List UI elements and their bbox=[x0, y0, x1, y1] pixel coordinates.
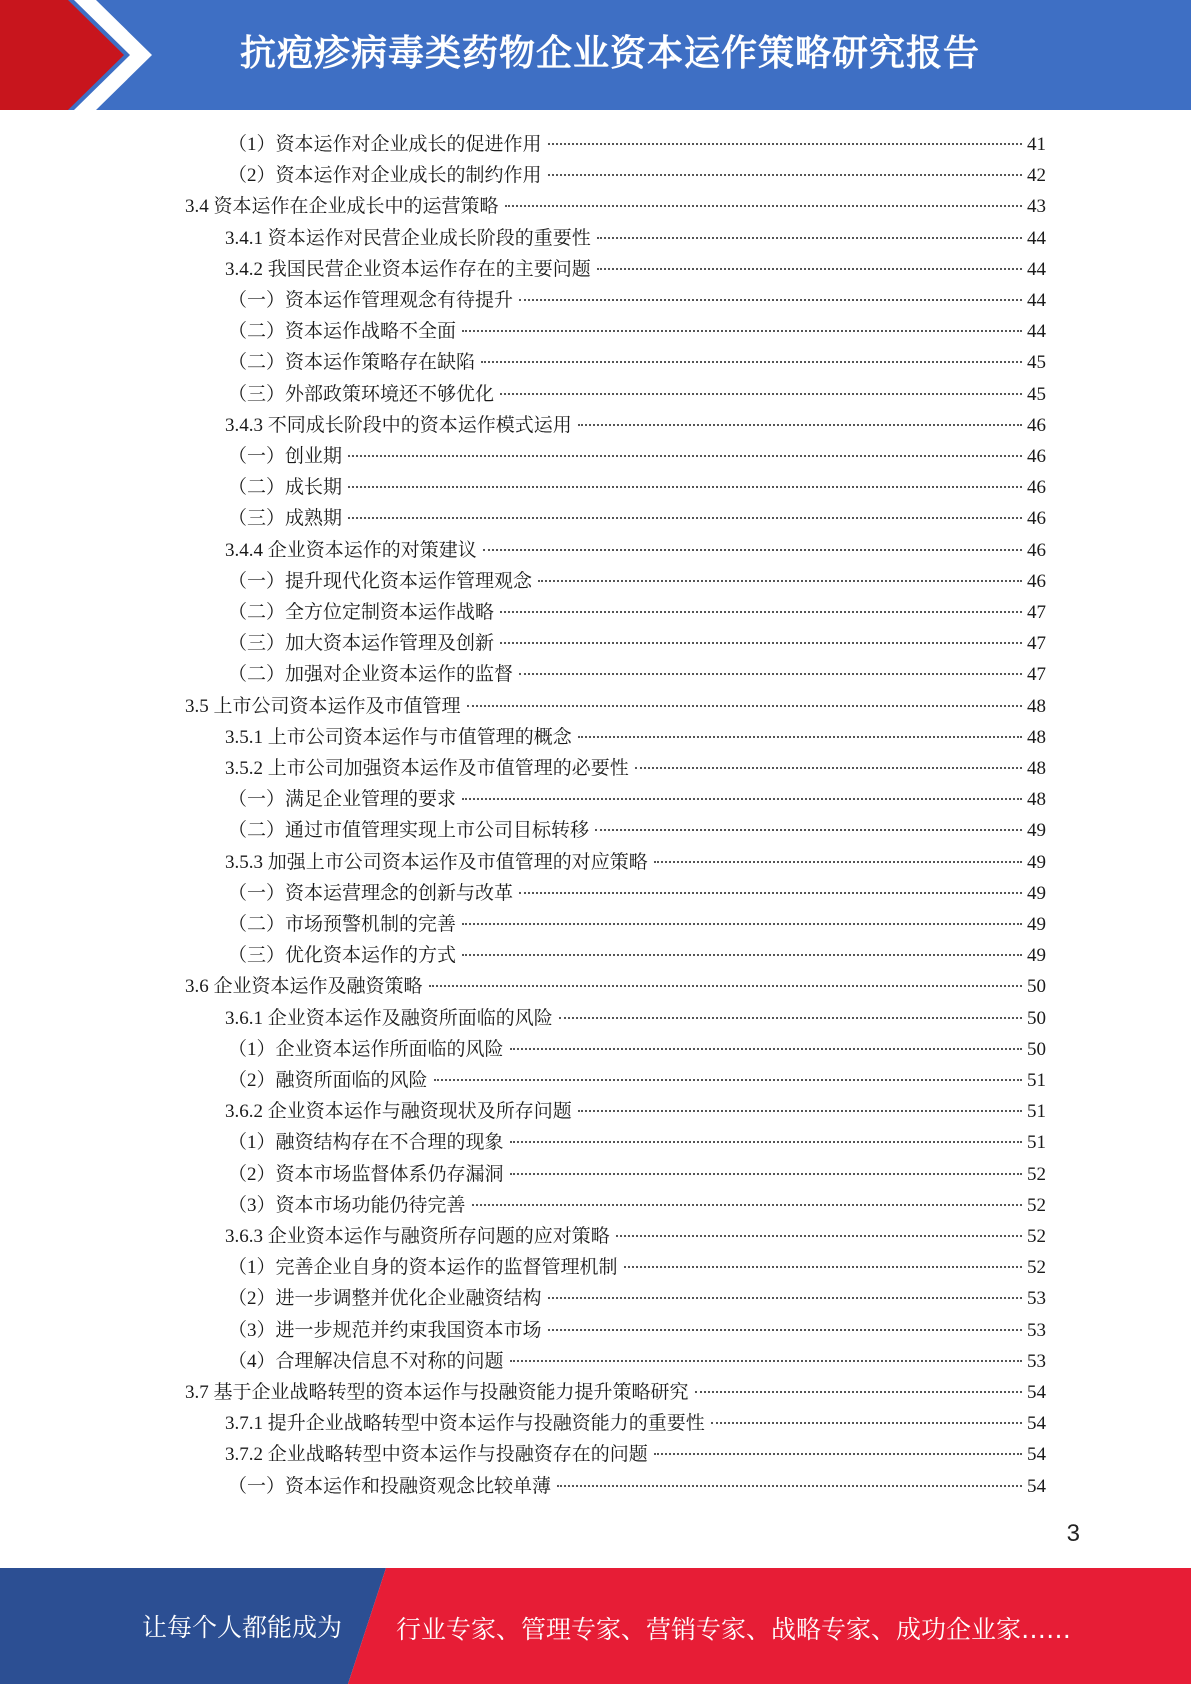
toc-entry-label: 3.5.1 上市公司资本运作与市值管理的概念 bbox=[225, 727, 572, 748]
toc-entry[interactable] bbox=[228, 597, 1046, 628]
toc-entry-label: 3.7 基于企业战略转型的资本运作与投融资能力提升策略研究 bbox=[185, 1382, 689, 1403]
toc-entry-page: 52 bbox=[1027, 1195, 1046, 1216]
toc-entry-label: （一）提升现代化资本运作管理观念 bbox=[228, 571, 533, 592]
report-title: 抗疱疹病毒类药物企业资本运作策略研究报告 bbox=[240, 33, 981, 74]
toc-entry-label: （2）融资所面临的风险 bbox=[228, 1070, 428, 1091]
toc-entry-page: 53 bbox=[1027, 1288, 1046, 1309]
toc-entry-page: 51 bbox=[1027, 1070, 1046, 1091]
toc-entry[interactable] bbox=[225, 535, 1046, 566]
toc-entry[interactable] bbox=[185, 691, 1046, 722]
toc-entry-label: （二）资本运作策略存在缺陷 bbox=[228, 352, 476, 373]
toc-entry[interactable] bbox=[228, 1283, 1046, 1314]
toc-dot-leader bbox=[578, 1110, 1022, 1112]
toc-entry-page: 52 bbox=[1027, 1164, 1046, 1185]
toc-entry[interactable] bbox=[228, 878, 1046, 909]
toc-dot-leader bbox=[483, 549, 1022, 551]
toc-entry-label: （2）进一步调整并优化企业融资结构 bbox=[228, 1288, 542, 1309]
toc-dot-leader bbox=[548, 174, 1022, 176]
toc-entry-label: 3.4 资本运作在企业成长中的运营策略 bbox=[185, 196, 499, 217]
toc-entry-page: 46 bbox=[1027, 571, 1046, 592]
toc-dot-leader bbox=[348, 517, 1022, 519]
toc-dot-leader bbox=[500, 642, 1022, 644]
toc-entry[interactable] bbox=[228, 1127, 1046, 1158]
toc-entry-label: （4）合理解决信息不对称的问题 bbox=[228, 1351, 504, 1372]
toc-entry-label: 3.4.2 我国民营企业资本运作存在的主要问题 bbox=[225, 259, 591, 280]
toc-dot-leader bbox=[654, 861, 1022, 863]
toc-entry[interactable] bbox=[228, 1190, 1046, 1221]
toc-entry-label: （2）资本市场监督体系仍存漏洞 bbox=[228, 1164, 504, 1185]
toc-entry[interactable] bbox=[225, 254, 1046, 285]
toc-entry-page: 44 bbox=[1027, 290, 1046, 311]
toc-entry-label: （三）外部政策环境还不够优化 bbox=[228, 384, 495, 405]
toc-entry[interactable] bbox=[228, 1315, 1046, 1346]
toc-entry-label: （三）加大资本运作管理及创新 bbox=[228, 633, 495, 654]
toc-dot-leader bbox=[348, 455, 1022, 457]
toc-entry-page: 44 bbox=[1027, 259, 1046, 280]
toc-entry-page: 53 bbox=[1027, 1320, 1046, 1341]
toc-entry[interactable] bbox=[228, 1065, 1046, 1096]
toc-dot-leader bbox=[548, 1297, 1022, 1299]
toc-entry-page: 49 bbox=[1027, 945, 1046, 966]
toc-entry-label: （一）资本运作和投融资观念比较单薄 bbox=[228, 1476, 552, 1497]
toc-entry[interactable] bbox=[228, 659, 1046, 690]
toc-entry-label: 3.6.1 企业资本运作及融资所面临的风险 bbox=[225, 1008, 553, 1029]
toc-entry[interactable] bbox=[228, 285, 1046, 316]
toc-dot-leader bbox=[559, 1017, 1022, 1019]
toc-entry-page: 54 bbox=[1027, 1413, 1046, 1434]
toc-entry[interactable] bbox=[225, 410, 1046, 441]
toc-entry[interactable] bbox=[225, 1221, 1046, 1252]
toc-entry[interactable] bbox=[225, 1003, 1046, 1034]
toc-dot-leader bbox=[434, 1079, 1022, 1081]
toc-entry-label: （3）资本市场功能仍待完善 bbox=[228, 1195, 466, 1216]
toc-entry-page: 46 bbox=[1027, 415, 1046, 436]
toc-dot-leader bbox=[462, 954, 1022, 956]
toc-entry-label: 3.5.2 上市公司加强资本运作及市值管理的必要性 bbox=[225, 758, 629, 779]
toc-entry-label: （二）市场预警机制的完善 bbox=[228, 914, 457, 935]
toc-dot-leader bbox=[654, 1453, 1022, 1455]
toc-entry-label: （二）成长期 bbox=[228, 477, 343, 498]
toc-dot-leader bbox=[510, 1360, 1022, 1362]
toc-entry-label: （二）加强对企业资本运作的监督 bbox=[228, 664, 514, 685]
toc-entry-page: 48 bbox=[1027, 758, 1046, 779]
toc-entry[interactable] bbox=[225, 1408, 1046, 1439]
toc-entry-label: 3.7.2 企业战略转型中资本运作与投融资存在的问题 bbox=[225, 1444, 648, 1465]
toc-entry-page: 49 bbox=[1027, 914, 1046, 935]
toc-entry-page: 47 bbox=[1027, 602, 1046, 623]
toc-dot-leader bbox=[481, 361, 1022, 363]
toc-entry[interactable] bbox=[228, 1471, 1046, 1502]
toc-dot-leader bbox=[538, 580, 1022, 582]
toc-dot-leader bbox=[616, 1235, 1022, 1237]
toc-entry[interactable] bbox=[228, 909, 1046, 940]
toc-entry[interactable] bbox=[185, 971, 1046, 1002]
toc-entry-label: （二）全方位定制资本运作战略 bbox=[228, 602, 495, 623]
toc-entry[interactable] bbox=[228, 784, 1046, 815]
toc-entry-label: 3.4.4 企业资本运作的对策建议 bbox=[225, 540, 477, 561]
toc-entry[interactable] bbox=[228, 940, 1046, 971]
toc-entry-page: 44 bbox=[1027, 321, 1046, 342]
toc-entry-page: 48 bbox=[1027, 789, 1046, 810]
toc-entry-label: （三）优化资本运作的方式 bbox=[228, 945, 457, 966]
toc-entry[interactable] bbox=[225, 722, 1046, 753]
toc-dot-leader bbox=[597, 268, 1022, 270]
toc-dot-leader bbox=[348, 486, 1022, 488]
toc-entry-label: 3.4.1 资本运作对民营企业成长阶段的重要性 bbox=[225, 228, 591, 249]
toc-entry[interactable] bbox=[228, 1346, 1046, 1377]
toc-entry[interactable] bbox=[228, 160, 1046, 191]
toc-entry-label: （一）满足企业管理的要求 bbox=[228, 789, 457, 810]
toc-entry[interactable] bbox=[228, 1034, 1046, 1065]
toc-entry-label: 3.4.3 不同成长阶段中的资本运作模式运用 bbox=[225, 415, 572, 436]
toc-entry-label: （1）完善企业自身的资本运作的监督管理机制 bbox=[228, 1257, 618, 1278]
toc-entry-page: 50 bbox=[1027, 1008, 1046, 1029]
toc-entry[interactable] bbox=[228, 129, 1046, 160]
toc-entry-label: （二）通过市值管理实现上市公司目标转移 bbox=[228, 820, 590, 841]
toc-dot-leader bbox=[695, 1391, 1022, 1393]
toc-dot-leader bbox=[519, 299, 1022, 301]
toc-entry-label: 3.6 企业资本运作及融资策略 bbox=[185, 976, 423, 997]
chevron-arrow-icon bbox=[0, 0, 160, 110]
toc-entry-page: 46 bbox=[1027, 446, 1046, 467]
toc-dot-leader bbox=[510, 1173, 1022, 1175]
toc-dot-leader bbox=[578, 424, 1022, 426]
toc-entry[interactable] bbox=[228, 815, 1046, 846]
toc-entry-label: （一）创业期 bbox=[228, 446, 343, 467]
toc-entry[interactable] bbox=[228, 628, 1046, 659]
toc-entry-page: 54 bbox=[1027, 1382, 1046, 1403]
toc-entry[interactable] bbox=[228, 316, 1046, 347]
toc-entry-label: （1）资本运作对企业成长的促进作用 bbox=[228, 134, 542, 155]
toc-entry[interactable] bbox=[228, 441, 1046, 472]
toc-entry-label: 3.5.3 加强上市公司资本运作及市值管理的对应策略 bbox=[225, 852, 648, 873]
toc-entry-page: 54 bbox=[1027, 1476, 1046, 1497]
toc-entry-page: 44 bbox=[1027, 228, 1046, 249]
toc-entry-page: 50 bbox=[1027, 976, 1046, 997]
toc-dot-leader bbox=[557, 1485, 1022, 1487]
toc-dot-leader bbox=[462, 330, 1022, 332]
toc-entry[interactable] bbox=[185, 1377, 1046, 1408]
toc-entry-page: 46 bbox=[1027, 477, 1046, 498]
toc-entry[interactable] bbox=[228, 1159, 1046, 1190]
toc-dot-leader bbox=[472, 1204, 1022, 1206]
toc-entry-page: 51 bbox=[1027, 1101, 1046, 1122]
toc-entry-page: 45 bbox=[1027, 352, 1046, 373]
toc-entry-label: （一）资本运作管理观念有待提升 bbox=[228, 290, 514, 311]
toc-entry-page: 42 bbox=[1027, 165, 1046, 186]
toc-dot-leader bbox=[429, 985, 1022, 987]
toc-dot-leader bbox=[578, 736, 1022, 738]
toc-entry[interactable] bbox=[228, 566, 1046, 597]
toc-entry[interactable] bbox=[225, 223, 1046, 254]
toc-dot-leader bbox=[462, 798, 1022, 800]
toc-entry-label: 3.6.3 企业资本运作与融资所存问题的应对策略 bbox=[225, 1226, 610, 1247]
toc-entry-label: （三）成熟期 bbox=[228, 508, 343, 529]
toc-dot-leader bbox=[505, 205, 1022, 207]
toc-dot-leader bbox=[597, 237, 1022, 239]
toc-entry-page: 52 bbox=[1027, 1257, 1046, 1278]
toc-dot-leader bbox=[510, 1048, 1022, 1050]
toc-entry-page: 41 bbox=[1027, 134, 1046, 155]
page-number: 3 bbox=[1066, 1520, 1080, 1547]
toc-entry[interactable] bbox=[228, 503, 1046, 534]
toc-dot-leader bbox=[548, 143, 1022, 145]
toc-entry[interactable] bbox=[228, 379, 1046, 410]
toc-entry[interactable] bbox=[225, 847, 1046, 878]
toc-dot-leader bbox=[595, 829, 1022, 831]
toc-entry-label: （3）进一步规范并约束我国资本市场 bbox=[228, 1320, 542, 1341]
toc-entry[interactable] bbox=[228, 1252, 1046, 1283]
toc-dot-leader bbox=[519, 892, 1022, 894]
toc-entry-label: 3.7.1 提升企业战略转型中资本运作与投融资能力的重要性 bbox=[225, 1413, 705, 1434]
footer-banner bbox=[0, 1568, 1191, 1684]
toc-entry-label: 3.5 上市公司资本运作及市值管理 bbox=[185, 696, 461, 717]
toc-entry[interactable] bbox=[228, 472, 1046, 503]
toc-dot-leader bbox=[711, 1422, 1022, 1424]
toc-entry-page: 46 bbox=[1027, 540, 1046, 561]
toc-entry-page: 43 bbox=[1027, 196, 1046, 217]
toc-entry-page: 53 bbox=[1027, 1351, 1046, 1372]
toc-entry[interactable] bbox=[225, 1096, 1046, 1127]
toc-entry-label: 3.6.2 企业资本运作与融资现状及所存问题 bbox=[225, 1101, 572, 1122]
toc-entry-page: 48 bbox=[1027, 696, 1046, 717]
toc-entry[interactable] bbox=[225, 1439, 1046, 1470]
toc-entry-page: 49 bbox=[1027, 820, 1046, 841]
toc-entry-page: 47 bbox=[1027, 633, 1046, 654]
toc-entry-page: 49 bbox=[1027, 883, 1046, 904]
toc-dot-leader bbox=[500, 393, 1022, 395]
toc-dot-leader bbox=[519, 673, 1022, 675]
toc-entry-page: 47 bbox=[1027, 664, 1046, 685]
toc-entry-label: （二）资本运作战略不全面 bbox=[228, 321, 457, 342]
toc-dot-leader bbox=[635, 767, 1022, 769]
toc-entry-page: 50 bbox=[1027, 1039, 1046, 1060]
toc-entry-label: （2）资本运作对企业成长的制约作用 bbox=[228, 165, 542, 186]
toc-entry[interactable] bbox=[228, 347, 1046, 378]
toc-entry-page: 49 bbox=[1027, 852, 1046, 873]
toc-entry-page: 45 bbox=[1027, 384, 1046, 405]
footer-slogan-right: 行业专家、管理专家、营销专家、战略专家、成功企业家…… bbox=[396, 1615, 1072, 1644]
toc-entry-page: 48 bbox=[1027, 727, 1046, 748]
toc-entry[interactable] bbox=[225, 753, 1046, 784]
toc-dot-leader bbox=[467, 705, 1022, 707]
toc-dot-leader bbox=[462, 923, 1022, 925]
toc-entry-page: 54 bbox=[1027, 1444, 1046, 1465]
footer-slogan-left: 让每个人都能成为 bbox=[142, 1613, 343, 1642]
report-header bbox=[0, 0, 1191, 110]
toc-entry-page: 51 bbox=[1027, 1132, 1046, 1153]
toc-entry-label: （1）企业资本运作所面临的风险 bbox=[228, 1039, 504, 1060]
toc-entry[interactable] bbox=[185, 191, 1046, 222]
toc-entry-label: （1）融资结构存在不合理的现象 bbox=[228, 1132, 504, 1153]
toc-entry-page: 46 bbox=[1027, 508, 1046, 529]
toc-entry-page: 52 bbox=[1027, 1226, 1046, 1247]
toc-dot-leader bbox=[500, 611, 1022, 613]
toc-dot-leader bbox=[624, 1266, 1022, 1268]
toc-entry-label: （一）资本运营理念的创新与改革 bbox=[228, 883, 514, 904]
toc-dot-leader bbox=[548, 1329, 1022, 1331]
toc-dot-leader bbox=[510, 1141, 1022, 1143]
